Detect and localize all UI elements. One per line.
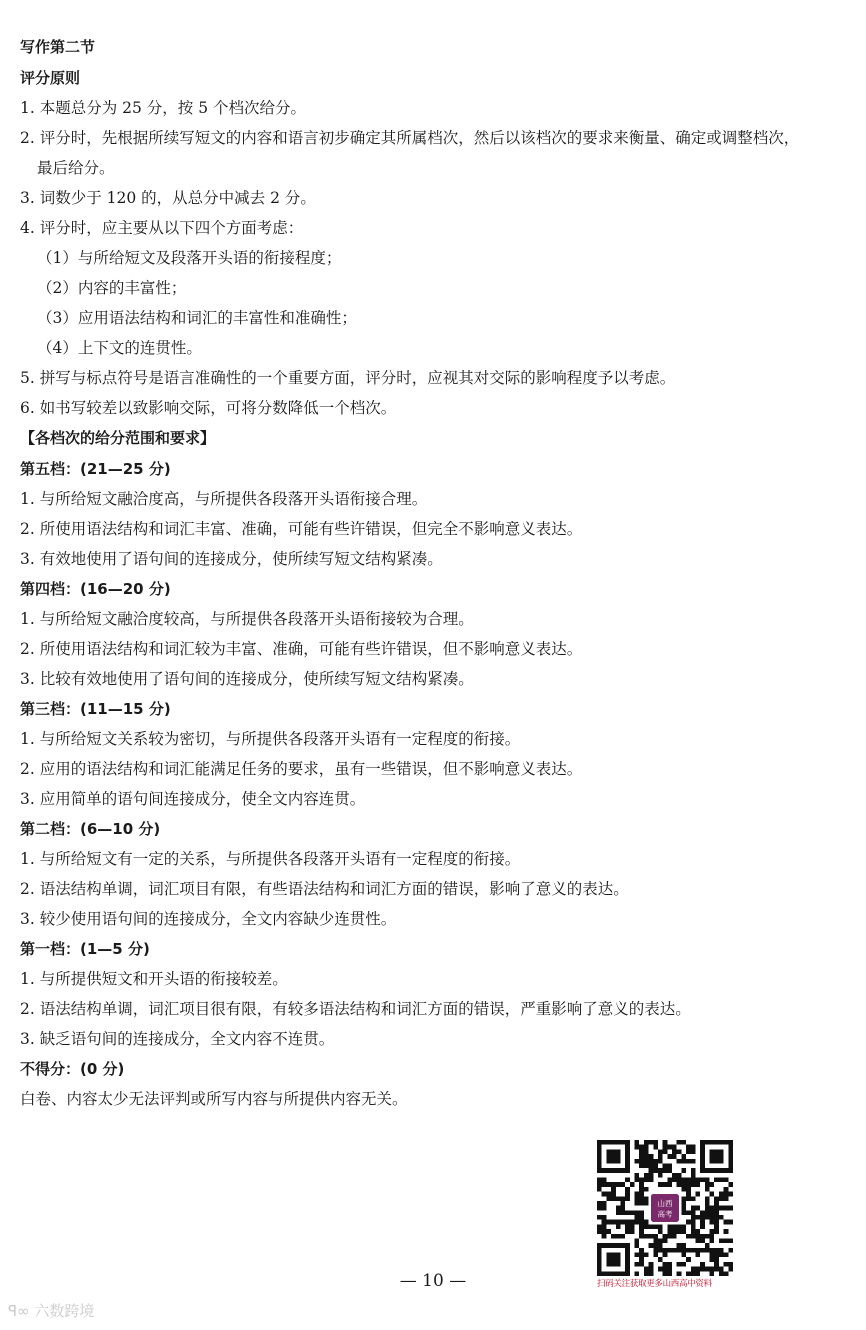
text-line: 3. 较少使用语句间的连接成分，全文内容缺少连贯性。 <box>20 910 397 928</box>
section-heading: 【各档次的给分范围和要求】 <box>20 429 216 447</box>
text-line: 2. 语法结构单调，词汇项目有限，有些语法结构和词汇方面的错误，影响了意义的表达。 <box>20 880 629 898</box>
qr-code <box>597 1140 733 1276</box>
text-line: （2）内容的丰富性； <box>37 279 187 297</box>
page-number: — 10 — <box>399 1271 467 1291</box>
text-line: 3. 有效地使用了语句间的连接成分，使所续写短文结构紧凑。 <box>20 550 443 568</box>
text-line: 6. 如书写较差以致影响交际，可将分数降低一个档次。 <box>20 399 397 417</box>
watermark-icon: ꟼ∞ <box>8 1302 30 1320</box>
section-heading: 写作第二节 <box>20 38 96 56</box>
watermark-logo <box>8 1300 94 1321</box>
text-line: （3）应用语法结构和词汇的丰富性和准确性； <box>37 309 357 327</box>
text-line: （1）与所给短文及段落开头语的衔接程度； <box>37 249 342 267</box>
section-heading: 第二档：(6—10 分) <box>20 820 161 838</box>
text-line: 2. 应用的语法结构和词汇能满足任务的要求，虽有一些错误，但不影响意义表达。 <box>20 760 583 778</box>
section-heading: 第五档：(21—25 分) <box>20 460 171 478</box>
text-line: 1. 与所给短文融洽度较高，与所提供各段落开头语衔接较为合理。 <box>20 610 474 628</box>
text-line: 3. 词数少于 120 的，从总分中减去 2 分。 <box>20 189 316 207</box>
qr-caption: 扫码关注获取更多山西高中资料 <box>597 1279 712 1289</box>
section-heading: 第三档：(11—15 分) <box>20 700 171 718</box>
watermark-text: 六数跨境 <box>34 1302 95 1320</box>
section-heading: 第一档：(1—5 分) <box>20 940 150 958</box>
section-heading: 评分原则 <box>20 69 81 87</box>
text-line: 3. 应用简单的语句间连接成分，使全文内容连贯。 <box>20 790 366 808</box>
text-line: 2. 所使用语法结构和词汇较为丰富、准确，可能有些许错误，但不影响意义表达。 <box>20 640 583 658</box>
text-line: 最后给分。 <box>37 159 115 177</box>
text-line: 2. 评分时，先根据所续写短文的内容和语言初步确定其所属档次，然后以该档次的要求来衡量、确定或调整档次， <box>20 129 800 147</box>
text-line: 4. 评分时，应主要从以下四个方面考虑： <box>20 219 304 237</box>
text-line: 2. 语法结构单调，词汇项目很有限，有较多语法结构和词汇方面的错误，严重影响了意义的表达。 <box>20 1000 691 1018</box>
section-heading: 不得分：(0 分) <box>20 1060 125 1078</box>
section-heading: 第四档：(16—20 分) <box>20 580 171 598</box>
text-line: 白卷、内容太少无法评判或所写内容与所提供内容无关。 <box>20 1090 408 1108</box>
text-line: 3. 比较有效地使用了语句间的连接成分，使所续写短文结构紧凑。 <box>20 670 474 688</box>
qr-center-label-top: 山西 <box>657 1199 673 1209</box>
text-line: （4）上下文的连贯性。 <box>37 339 202 357</box>
text-line: 1. 本题总分为 25 分，按 5 个档次给分。 <box>20 99 307 117</box>
text-line: 2. 所使用语法结构和词汇丰富、准确，可能有些许错误，但完全不影响意义表达。 <box>20 520 583 538</box>
text-line: 1. 与所给短文融洽度高，与所提供各段落开头语衔接合理。 <box>20 490 428 508</box>
text-line: 3. 缺乏语句间的连接成分，全文内容不连贯。 <box>20 1030 335 1048</box>
text-line: 1. 与所给短文有一定的关系，与所提供各段落开头语有一定程度的衔接。 <box>20 850 521 868</box>
text-line: 1. 与所给短文关系较为密切，与所提供各段落开头语有一定程度的衔接。 <box>20 730 521 748</box>
text-line: 1. 与所提供短文和开头语的衔接较差。 <box>20 970 288 988</box>
qr-center-label-bottom: 高考 <box>657 1209 673 1219</box>
text-line: 5. 拼写与标点符号是语言准确性的一个重要方面，评分时，应视其对交际的影响程度予以考虑。 <box>20 369 676 387</box>
